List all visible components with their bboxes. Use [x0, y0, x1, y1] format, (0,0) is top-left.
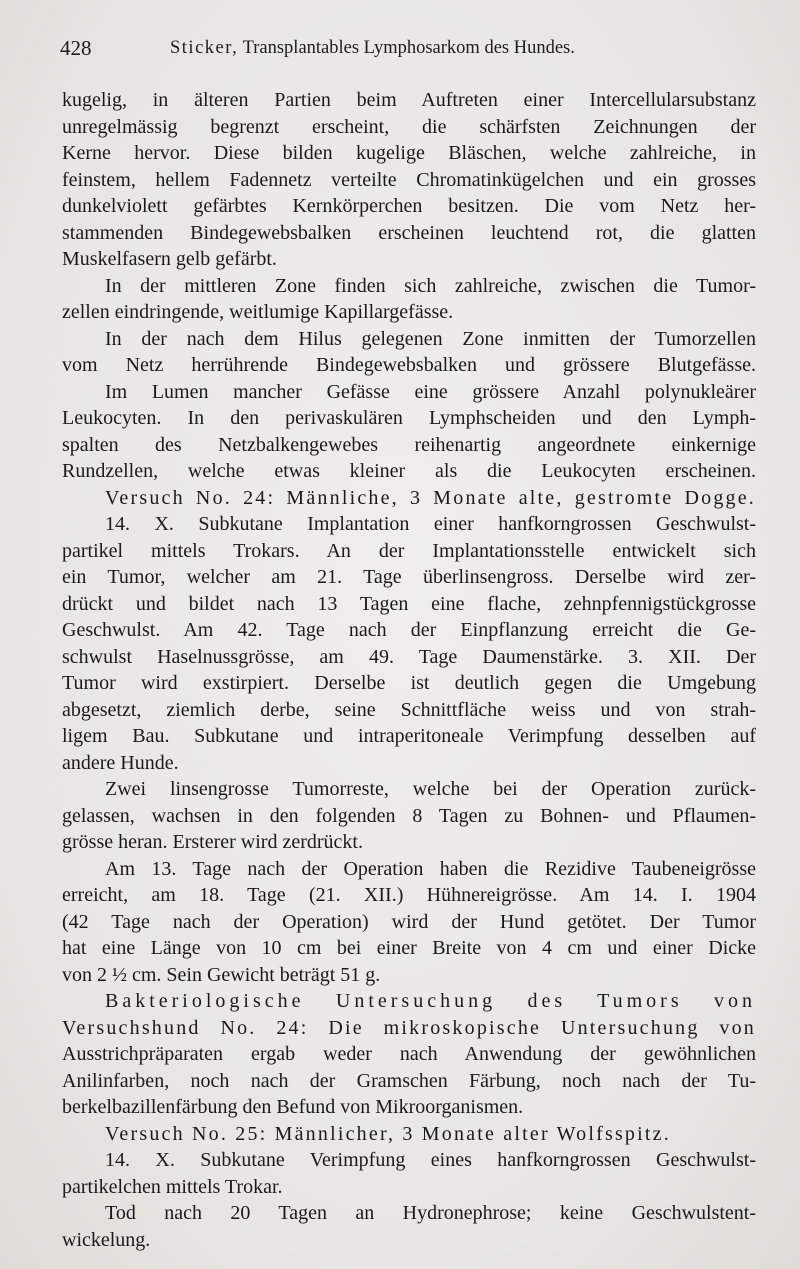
text-line: wickelung.: [62, 1228, 151, 1251]
page-header: [60, 36, 760, 66]
text-line: Tumor wird exstirpiert. Derselbe ist deutlich gegen die Umgebung: [62, 672, 756, 694]
text-line: unregelmässig begrenzt erscheint, die schärfsten Zeichnungen der: [62, 115, 756, 138]
text-line: Versuchshund No. 24: Die mikroskopische Untersuchung von: [62, 1016, 756, 1039]
body-text: [62, 87, 756, 1253]
text-line: Versuch No. 24: Männliche, 3 Monate alte, gestromte Dogge.: [105, 486, 756, 509]
text-line: partikel mittels Trokars. An der Implantationsstelle entwickelt sich: [62, 539, 756, 562]
text-line: abgesetzt, ziemlich derbe, seine Schnittfläche weiss und von strah-: [62, 698, 756, 721]
text-line: 14. X. Subkutane Implantation einer hanfkorngrossen Geschwulst-: [105, 513, 756, 535]
text-line: Geschwulst. Am 42. Tage nach der Einpflanzung erreicht die Ge-: [62, 619, 756, 641]
text-line: Rundzellen, welche etwas kleiner als die Leukocyten erscheinen.: [62, 460, 756, 482]
text-line: andere Hunde.: [62, 751, 179, 774]
text-line: von 2 ½ cm. Sein Gewicht beträgt 51 g.: [62, 963, 381, 986]
text-line: ligem Bau. Subkutane und intraperitoneale Verimpfung desselben auf: [62, 725, 756, 747]
text-line: Kerne hervor. Diese bilden kugelige Bläschen, welche zahlreiche, in: [62, 142, 756, 164]
text-line: dunkelviolett gefärbtes Kernkörperchen besitzen. Die vom Netz her-: [62, 195, 756, 217]
text-line: erreicht, am 18. Tage (21. XII.) Hühnereigrösse. Am 14. I. 1904: [62, 884, 756, 906]
text-line: Am 13. Tage nach der Operation haben die Rezidive Taubeneigrösse: [105, 857, 756, 880]
text-line: vom Netz herrührende Bindegewebsbalken und grössere Blutgefässe.: [62, 354, 756, 376]
text-line: In der nach dem Hilus gelegenen Zone inmitten der Tumorzellen: [105, 327, 756, 350]
text-line: Tod nach 20 Tagen an Hydronephrose; keine Geschwulstent-: [105, 1202, 756, 1224]
text-line: In der mittleren Zone finden sich zahlreiche, zwischen die Tumor-: [105, 274, 756, 297]
text-line: kugelig, in älteren Partien beim Auftreten einer Intercellularsubstanz: [62, 89, 756, 111]
text-line: Zwei linsengrosse Tumorreste, welche bei der Operation zurück-: [105, 778, 756, 800]
text-line: hat eine Länge von 10 cm bei einer Breite von 4 cm und einer Dicke: [62, 937, 756, 959]
text-line: grösse heran. Ersterer wird zerdrückt.: [62, 831, 363, 853]
text-line: Leukocyten. In den perivaskulären Lymphscheiden und den Lymph-: [62, 407, 756, 429]
text-line: partikelchen mittels Trokar.: [62, 1175, 283, 1198]
text-line: stammenden Bindegewebsbalken erscheinen leuchtend rot, die glatten: [62, 221, 756, 244]
page-number: 428: [60, 36, 92, 60]
text-line: Muskelfasern gelb gefärbt.: [62, 248, 277, 270]
text-line: feinstem, hellem Fadennetz verteilte Chromatinkügelchen und ein grosses: [62, 168, 756, 191]
running-head: [170, 38, 575, 59]
text-line: Bakteriologische Untersuchung des Tumors von: [105, 990, 756, 1012]
text-line: drückt und bildet nach 13 Tagen eine flache, zehnpfennigstückgrosse: [62, 592, 756, 615]
text-line: (42 Tage nach der Operation) wird der Hund getötet. Der Tumor: [62, 910, 756, 933]
text-line: Ausstrichpräparaten ergab weder nach Anwendung der gewöhnlichen: [62, 1043, 756, 1065]
text-line: berkelbazillenfärbung den Befund von Mikroorganismen.: [62, 1096, 524, 1118]
text-line: Im Lumen mancher Gefässe eine grössere Anzahl polynukleärer: [105, 380, 756, 403]
text-line: Versuch No. 25: Männlicher, 3 Monate alter Wolfsspitz.: [105, 1122, 671, 1145]
text-line: 14. X. Subkutane Verimpfung eines hanfkorngrossen Geschwulst-: [105, 1149, 756, 1171]
running-head-author: Sticker,: [170, 38, 239, 58]
text-line: Anilinfarben, noch nach der Gramschen Färbung, noch nach der Tu-: [62, 1069, 756, 1092]
text-line: zellen eindringende, weitlumige Kapillargefässe.: [62, 301, 454, 323]
text-line: spalten des Netzbalkengewebes reihenartig angeordnete einkernige: [62, 433, 756, 456]
running-head-title: Transplantables Lymphosarkom des Hundes.: [238, 38, 575, 58]
text-line: schwulst Haselnussgrösse, am 49. Tage Daumenstärke. 3. XII. Der: [62, 645, 756, 668]
text-line: gelassen, wachsen in den folgenden 8 Tagen zu Bohnen- und Pflaumen-: [62, 804, 756, 827]
text-line: ein Tumor, welcher am 21. Tage überlinsengross. Derselbe wird zer-: [62, 566, 756, 588]
